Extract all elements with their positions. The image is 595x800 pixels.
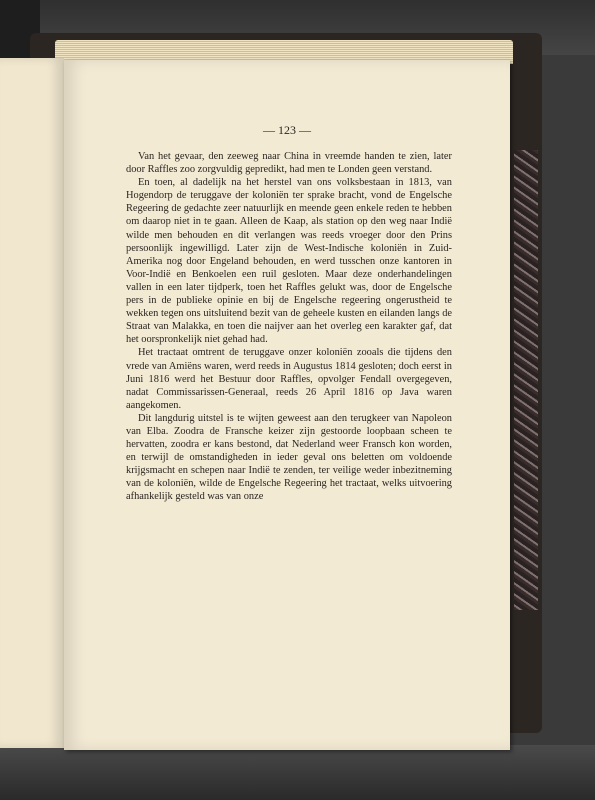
paragraph: Dit langdurig uitstel is te wijten geweest aan den terugkeer van Napoleon van Elba. Zoodra de Fransche keizer zijn gestoorde loopbaan scheen te hervatten, zoodra er kans bestond, dat Nederland weer Fransch kon worden, en terwijl de omstandigheden in ieder geval ons beletten om voldoende krijgsmacht en schepen naar Indië te zenden, ter veilige weder inbezitneming van de koloniën, wilde de Engelsche Regeering het tractaat, welks uitvoering afhankelijk gesteld was van onze — [126, 412, 452, 503]
paragraph: Het tractaat omtrent de teruggave onzer koloniën zooals die tijdens den vrede van Amiëns waren, werd reeds in Augustus 1814 gesloten; doch eerst in Juni 1816 werd het Bestuur door Raffles, opvolger Fendall overgegeven, nadat Commissarissen-Generaal, reeds 26 April 1816 op Java waren aangekomen. — [126, 347, 452, 411]
page-number: — 123 — — [263, 123, 311, 137]
paragraph: En toen, al dadelijk na het herstel van ons volksbestaan in 1813, van Hogendorp de teruggave der koloniën ter sprake bracht, vond de Engelsche Regeering de gedachte zeer natuurlijk en meende geen enkele reden te hebben om daarop niet in te gaan. Alleen de Kaap, als station op den weg naar Indië wilde men behouden en dit verlangen was reeds vroeger door den Prins persoonlijk ingewilligd. Later zijn de West-Indische koloniën in Zuid-Amerika nog door Engeland behouden, en werd tusschen onze kantoren in Voor-Indië en Benkoelen een ruil gesloten. Maar deze onderhandelingen vallen in een later tijdperk, toen het Raffles gelukt was, door de Engelsche pers in de publieke opinie en bij de Engelsche regeering ongerustheid te wekken tegen ons uitsluitend bezit van de geheele kusten en eilanden langs de Straat van Malakka, en toen die naijver aan het overleg een karakter gaf, dat het oorspronkelijk niet gehad had. — [126, 177, 452, 346]
marbled-edge — [514, 150, 538, 610]
page-text — [126, 150, 452, 504]
left-page-edge — [0, 58, 64, 748]
paragraph: Van het gevaar, den zeeweg naar China in vreemde handen te zien, later door Raffles zoo zorgvuldig gepredikt, had men te Londen geen verstand. — [126, 151, 452, 176]
book-page — [64, 60, 510, 750]
backdrop-bottom — [0, 745, 595, 800]
